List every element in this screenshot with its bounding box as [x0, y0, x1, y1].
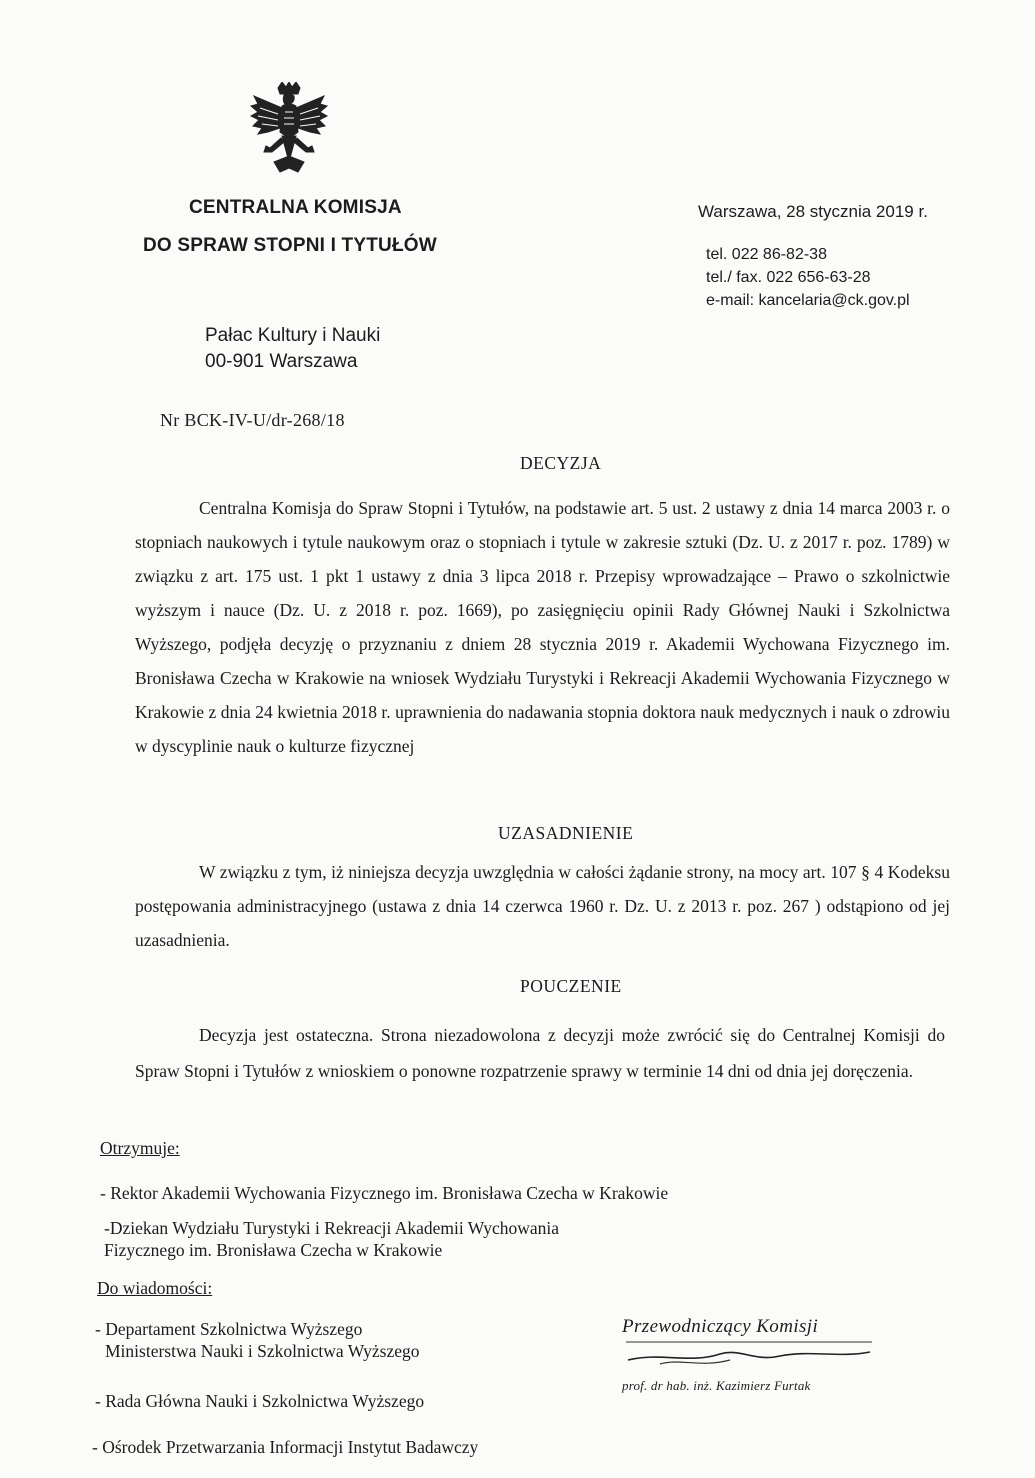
- institution-name-line1: CENTRALNA KOMISJA: [189, 197, 402, 218]
- recipient-line: -Dziekan Wydziału Turystyki i Rekreacji Akademii Wychowania: [104, 1218, 560, 1238]
- contact-block: [706, 243, 910, 312]
- cc-heading: Do wiadomości:: [97, 1278, 213, 1298]
- recipient-line: Fizycznego im. Bronisława Czecha w Krakowie: [104, 1240, 443, 1260]
- justification-heading: UZASADNIENIE: [498, 823, 634, 843]
- cc-item: [95, 1318, 420, 1362]
- decision-heading: DECYZJA: [520, 453, 602, 473]
- signature-title: Przewodniczący Komisji: [622, 1316, 819, 1337]
- signatory-name: prof. dr hab. inż. Kazimierz Furtak: [622, 1378, 811, 1393]
- address-line2: 00-901 Warszawa: [205, 351, 358, 372]
- phone: tel. 022 86-82-38: [706, 246, 827, 263]
- address-line1: Pałac Kultury i Nauki: [205, 325, 381, 346]
- cc-item: - Ośrodek Przetwarzania Informacji Instytut Badawczy: [92, 1437, 479, 1457]
- reference-number: Nr BCK-IV-U/dr-268/18: [160, 410, 345, 430]
- instruction-text: Decyzja jest ostateczna. Strona niezadowolona z decyzji może zwrócić się do Centralnej Komisji do Spraw Stopni i Tytułów z wnioskiem o ponowne rozpatrzenie sprawy w terminie 14 dni od dnia jej doręczenia.: [135, 1025, 945, 1081]
- instruction-heading: POUCZENIE: [520, 976, 622, 996]
- cc-line: Ministerstwa Nauki i Szkolnictwa Wyższego: [105, 1341, 420, 1361]
- polish-eagle-emblem-icon: [248, 82, 330, 182]
- institution-address: [205, 323, 380, 375]
- fax: tel./ fax. 022 656-63-28: [706, 269, 871, 286]
- place-date: Warszawa, 28 stycznia 2019 r.: [698, 202, 928, 221]
- handwritten-signature-icon: [620, 1338, 880, 1374]
- institution-name-line2: DO SPRAW STOPNI I TYTUŁÓW: [143, 235, 437, 256]
- recipients-heading: Otrzymuje:: [100, 1138, 180, 1158]
- cc-item: - Rada Główna Nauki i Szkolnictwa Wyższego: [95, 1391, 425, 1411]
- justification-text: W związku z tym, iż niniejsza decyzja uwzględnia w całości żądanie strony, na mocy art. 107 § 4 Kodeksu postępowania administracyjnego (ustawa z dnia 14 czerwca 1960 r. Dz. U. z 2013 r. poz. 267 ) odstąpiono od jej uzasadnienia.: [135, 862, 950, 950]
- recipient-item: - Rektor Akademii Wychowania Fizycznego im. Bronisława Czecha w Krakowie: [100, 1183, 669, 1203]
- decision-text: Centralna Komisja do Spraw Stopni i Tytułów, na podstawie art. 5 ust. 2 ustawy z dnia 14 marca 2003 r. o stopniach naukowych i tytule naukowym oraz o stopniach i tytule w zakresie sztuki (Dz. U. z 2017 r. poz. 1789) w związku z art. 175 ust. 1 pkt 1 ustawy z dnia 3 lipca 2018 r. Przepisy wprowadzające – Prawo o szkolnictwie wyższym i nauce (Dz. U. z 2018 r. poz. 1669), po zasięgnięciu opinii Rady Głównej Nauki i Szkolnictwa Wyższego, podjęła decyzję o przyznaniu z dniem 28 stycznia 2019 r. Akademii Wychowana Fizycznego im. Bronisława Czecha w Krakowie na wniosek Wydziału Turystyki i Rekreacji Akademii Wychowania Fizycznego w Krakowie z dnia 24 kwietnia 2018 r. uprawnienia do nadawania stopnia doktora nauk medycznych i nauk o zdrowiu w dyscyplinie nauk o kulturze fizycznej: [135, 498, 950, 756]
- cc-line: - Departament Szkolnictwa Wyższego: [95, 1319, 363, 1339]
- recipient-item: [104, 1217, 559, 1261]
- email: e-mail: kancelaria@ck.gov.pl: [706, 292, 910, 309]
